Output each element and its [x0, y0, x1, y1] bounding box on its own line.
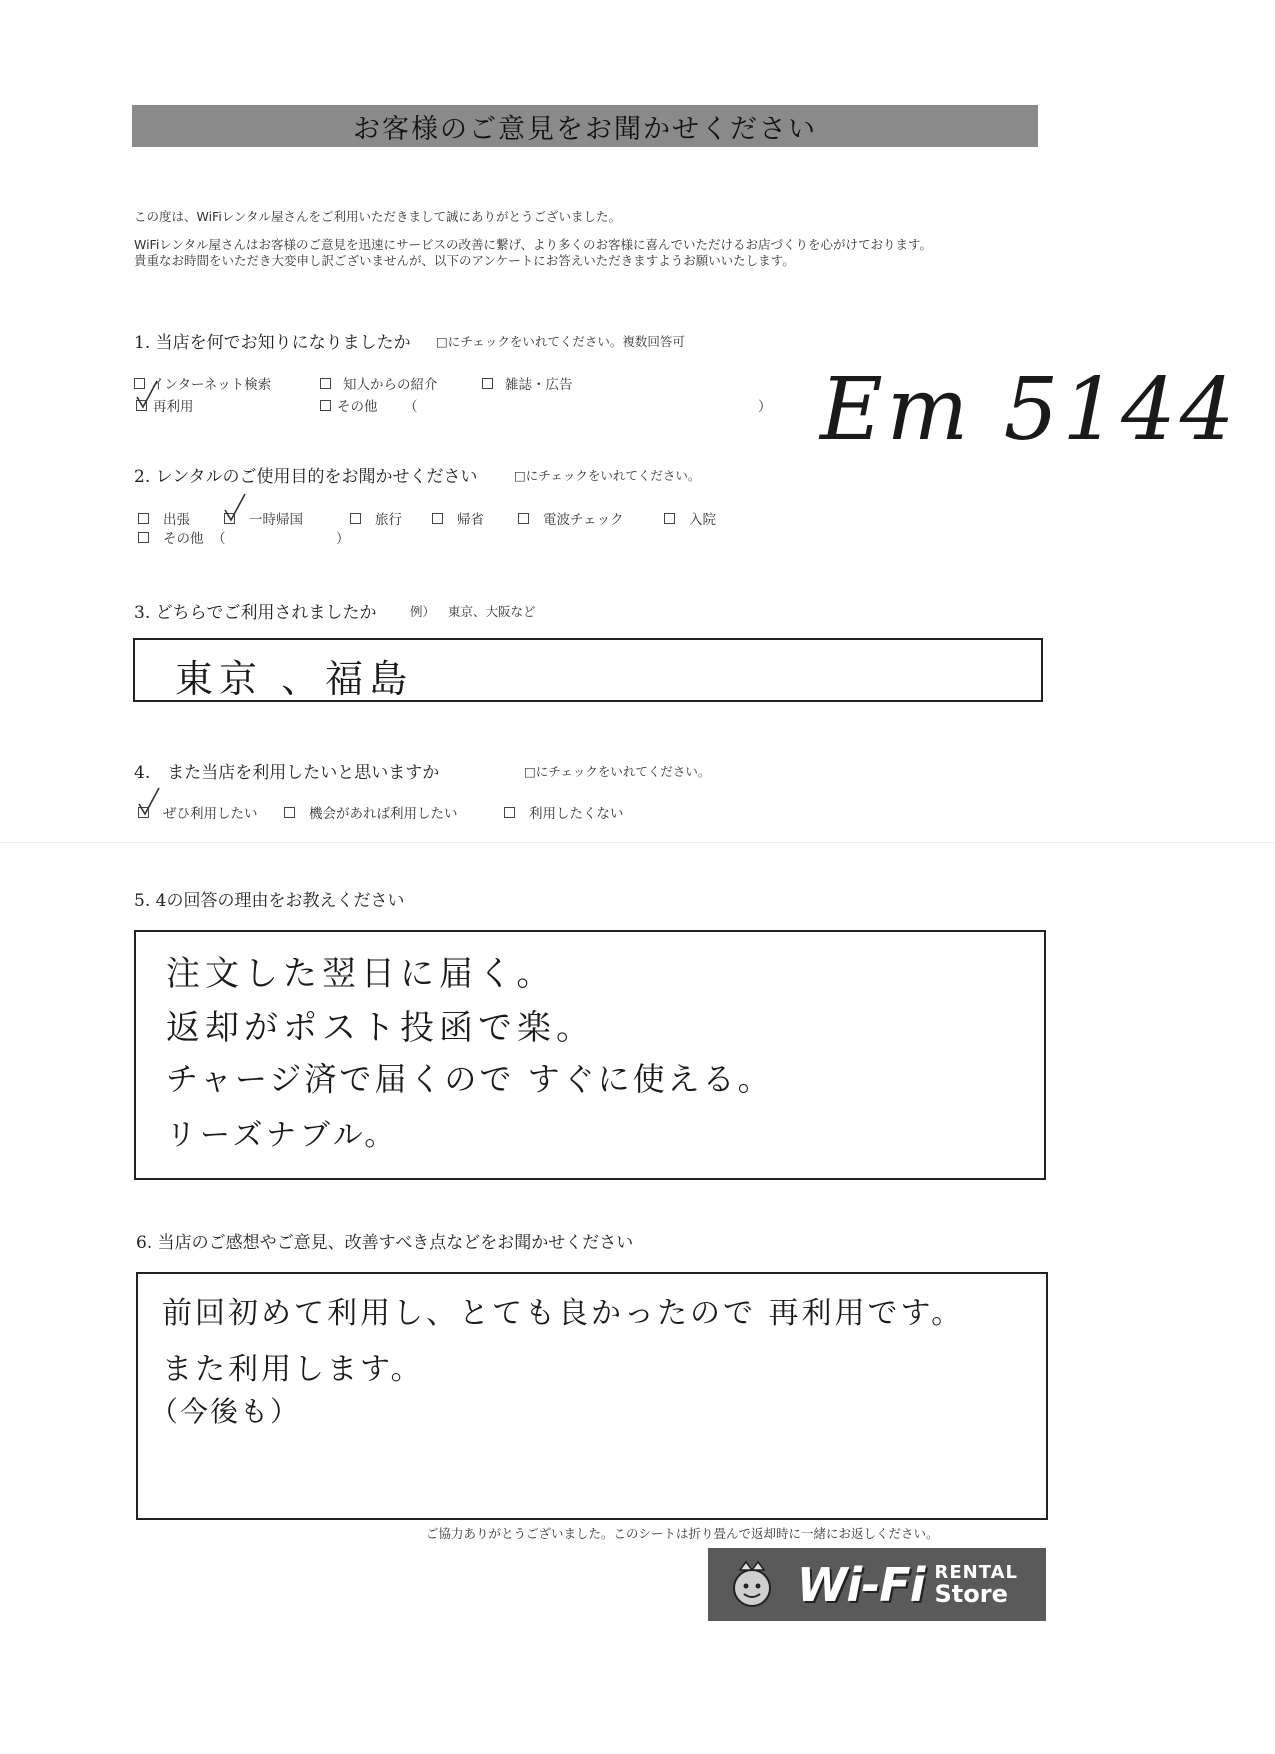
q4-option-label: 利用したくない [529, 806, 624, 822]
q5-answer-line: チャージ済で届くので すぐに使える。 [166, 1060, 773, 1098]
check-mark-icon [135, 379, 161, 411]
q2-option-label: その他 [163, 531, 204, 547]
q6-answer-box[interactable] [136, 1272, 1048, 1520]
q2-option-business[interactable] [138, 508, 190, 528]
checkbox-checked[interactable] [224, 513, 235, 524]
q1-title: 1. 当店を何でお知りになりましたか [134, 333, 411, 353]
q1-option-label: 知人からの紹介 [343, 377, 438, 393]
checkbox[interactable] [664, 513, 675, 524]
q1-other-paren-open: （ [404, 399, 418, 415]
q2-option-hospital[interactable] [664, 508, 716, 528]
q2-other-paren-open: （ [212, 531, 226, 547]
logo-sub [934, 1561, 1018, 1608]
q5-answer-box[interactable] [134, 930, 1046, 1180]
brand-logo [708, 1548, 1046, 1621]
q5-title: 5. 4の回答の理由をお教えください [134, 891, 405, 911]
q1-other-paren-close: ） [758, 399, 772, 415]
q1-option-label: 再利用 [153, 399, 194, 415]
q1-option-reuse[interactable] [136, 395, 194, 415]
handwritten-id: Em 5144 [820, 360, 1239, 460]
checkbox[interactable] [432, 513, 443, 524]
q4-option-maybe[interactable] [284, 802, 458, 822]
q3-answer: 東京 、福島 [175, 657, 414, 701]
intro-line-2: WiFiレンタル屋さんはお客様のご意見を迅速にサービスの改善に繋げ、より多くのお客様に喜んでいただけるお店づくりを心がけております。 [134, 237, 933, 252]
q2-option-label: 出張 [163, 512, 190, 528]
q1-option-magazine[interactable] [482, 373, 573, 393]
checkbox-checked[interactable] [136, 400, 147, 411]
q4-option-label: 機会があれば利用したい [309, 806, 458, 822]
q4-note: □にチェックをいれてください。 [524, 764, 711, 779]
q2-option-signal-check[interactable] [518, 508, 624, 528]
checkbox[interactable] [350, 513, 361, 524]
q4-option-no[interactable] [504, 802, 624, 822]
q4-option-label: ぜひ利用したい [163, 806, 258, 822]
q1-option-other[interactable] [320, 395, 378, 415]
q4-option-definitely[interactable] [138, 802, 258, 822]
q3-answer-box[interactable] [133, 638, 1043, 702]
q2-option-label: 電波チェック [543, 512, 624, 528]
q6-title: 6. 当店のご感想やご意見、改善すべき点などをお聞かせください [136, 1233, 634, 1253]
checkbox[interactable] [138, 513, 149, 524]
q2-option-other[interactable] [138, 527, 204, 547]
check-mark-icon [223, 492, 249, 524]
q6-answer-line: （今後も） [150, 1395, 301, 1428]
crown-mascot-icon [726, 1558, 778, 1610]
q2-option-homecoming[interactable] [432, 508, 484, 528]
q4-title: 4. また当店を利用したいと思いますか [134, 763, 440, 783]
q5-answer-line: 注文した翌日に届く。 [166, 954, 556, 994]
logo-store-text: Store [934, 1579, 1008, 1608]
q2-title: 2. レンタルのご使用目的をお聞かせください [134, 467, 478, 487]
fold-line [0, 842, 1275, 843]
checkbox[interactable] [320, 378, 331, 389]
check-mark-icon [137, 786, 163, 818]
q2-other-paren-close: ） [336, 531, 350, 547]
q3-example-label: 例） [410, 604, 436, 619]
checkbox[interactable] [138, 532, 149, 543]
q2-option-label: 入院 [689, 512, 716, 528]
logo-wifi-text: Wi-Fi [796, 1557, 925, 1612]
footer-note: ご協力ありがとうございました。このシートは折り畳んで返却時に一緒にお返しください。 [426, 1526, 939, 1541]
logo-rental-text: RENTAL [934, 1561, 1018, 1583]
q1-option-label: 雑誌・広告 [505, 377, 573, 393]
checkbox[interactable] [504, 807, 515, 818]
q3-title: 3. どちらでご利用されましたか [134, 603, 377, 623]
checkbox[interactable] [482, 378, 493, 389]
intro-line-1: この度は、WiFiレンタル屋さんをご利用いただきまして誠にありがとうございました。 [134, 209, 622, 224]
q2-option-label: 一時帰国 [249, 512, 303, 528]
q6-answer-line: また利用します。 [162, 1352, 424, 1387]
q5-answer-line: 返却がポスト投函で楽。 [166, 1008, 595, 1048]
checkbox[interactable] [518, 513, 529, 524]
q1-option-label: インターネット検索 [151, 377, 272, 393]
q2-option-travel[interactable] [350, 508, 402, 528]
q2-note: □にチェックをいれてください。 [514, 468, 701, 483]
checkbox[interactable] [320, 400, 331, 411]
q3-example: 東京、大阪など [448, 604, 536, 619]
q1-option-label: その他 [337, 399, 378, 415]
q2-option-label: 旅行 [375, 512, 402, 528]
intro-line-3: 貴重なお時間をいただき大変申し訳ございませんが、以下のアンケートにお答えいただきますようお願いいたします。 [134, 253, 795, 268]
page-title: お客様のご意見をお聞かせください [132, 105, 1038, 147]
checkbox-checked[interactable] [138, 807, 149, 818]
q6-answer-line: 前回初めて利用し、とても良かったので 再利用です。 [162, 1296, 965, 1331]
q5-answer-line: リーズナブル。 [166, 1118, 399, 1153]
q1-note: □にチェックをいれてください。複数回答可 [436, 334, 685, 349]
q2-option-label: 帰省 [457, 512, 484, 528]
q1-option-referral[interactable] [320, 373, 438, 393]
q2-option-temporary-return[interactable] [224, 508, 303, 528]
checkbox[interactable] [284, 807, 295, 818]
